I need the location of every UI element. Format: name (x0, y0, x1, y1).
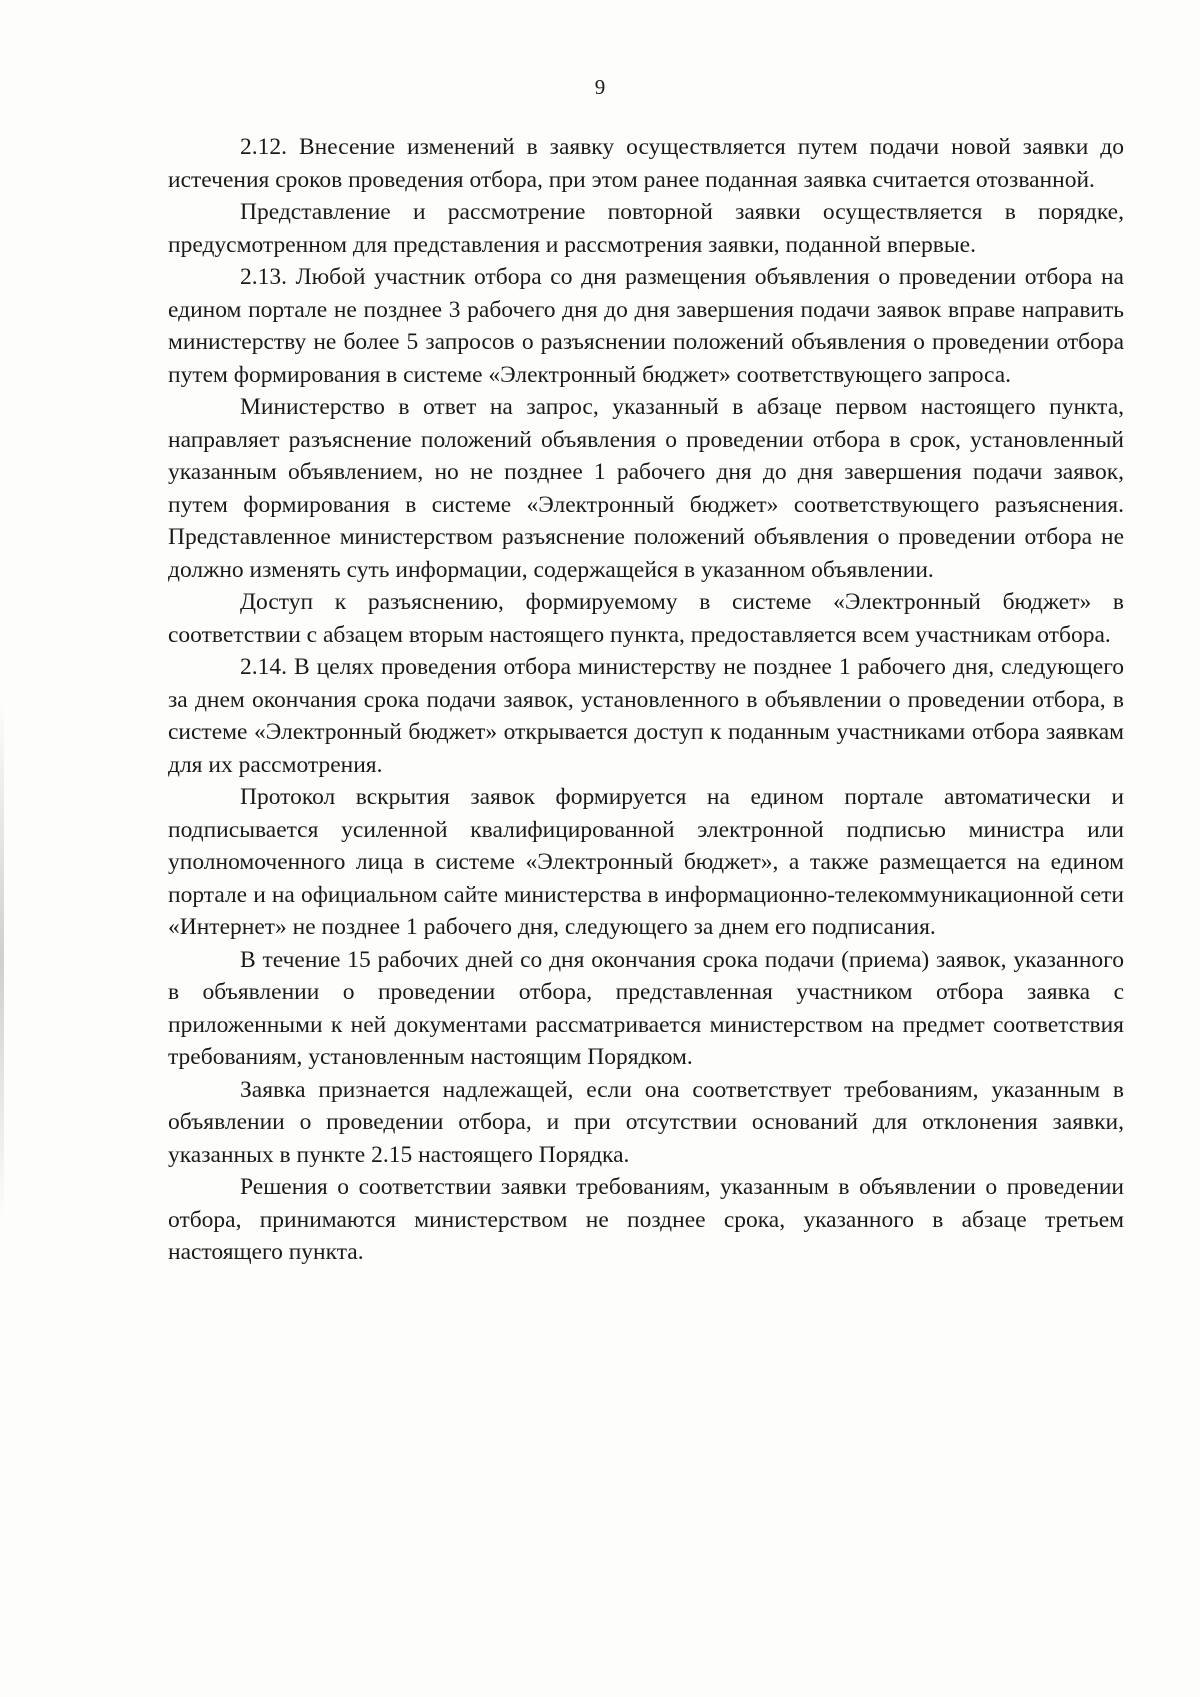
paragraph-2-14: 2.14. В целях проведения отбора министерству не позднее 1 рабочего дня, следующего за днем окончания срока подачи заявок, установленного в объявлении о проведении отбора, в системе «Электронный бюджет» открывается доступ к поданным участниками отбора заявкам для их рассмотрения. (168, 654, 1124, 778)
paragraph-ministry-response: Министерство в ответ на запрос, указанный в абзаце первом настоящего пункта, направляет разъяснение положений объявления о проведении отбора в срок, установленный указанным объявлением, но не позднее 1 рабочего дня до дня завершения подачи заявок, путем формирования в системе «Электронный бюджет» соответствующего разъяснения. Представленное министерством разъяснение положений объявления о проведении отбора не должно изменять суть информации, содержащейся в указанном объявлении. (168, 394, 1124, 583)
paragraph-decisions: Решения о соответствии заявки требованиям, указанным в объявлении о проведении отбора, принимаются министерством не позднее срока, указанного в абзаце третьем настоящего пункта. (168, 1174, 1124, 1265)
paragraph-2-13: 2.13. Любой участник отбора со дня размещения объявления о проведении отбора на едином портале не позднее 3 рабочего дня до дня завершения подачи заявок вправе направить министерству не более 5 запросов о разъяснении положений объявления о проведении отбора путем формирования в системе «Электронный бюджет» соответствующего запроса. (168, 264, 1124, 388)
paragraph-access-clarification: Доступ к разъяснению, формируемому в системе «Электронный бюджет» в соответствии с абзацем вторым настоящего пункта, предоставляется всем участникам отбора. (168, 589, 1124, 648)
document-body (168, 131, 1124, 1269)
page-number: 9 (594, 75, 606, 99)
paragraph-2-12: 2.12. Внесение изменений в заявку осуществляется путем подачи новой заявки до истечения сроков проведения отбора, при этом ранее поданная заявка считается отозванной. (168, 134, 1124, 193)
paragraph-repeat-application: Представление и рассмотрение повторной заявки осуществляется в порядке, предусмотренном для представления и рассмотрения заявки, поданной впервые. (168, 199, 1124, 258)
scan-edge-shadow (0, 700, 4, 1220)
paragraph-review-period: В течение 15 рабочих дней со дня окончания срока подачи (приема) заявок, указанного в объявлении о проведении отбора, представленная участником отбора заявка с приложенными к ней документами рассматривается министерством на предмет соответствия требованиям, установленным настоящим Порядком. (168, 946, 1124, 1070)
paragraph-opening-protocol: Протокол вскрытия заявок формируется на едином портале автоматически и подписывается усиленной квалифицированной электронной подписью министра или уполномоченного лица в системе «Электронный бюджет», а также размещается на едином портале и на официальном сайте министерства в информационно-телекоммуникационной сети «Интернет» не позднее 1 рабочего дня, следующего за днем его подписания. (168, 784, 1124, 940)
paragraph-application-proper: Заявка признается надлежащей, если она соответствует требованиям, указанным в объявлении о проведении отбора, и при отсутствии оснований для отклонения заявки, указанных в пункте 2.15 настоящего Порядка. (168, 1076, 1124, 1168)
